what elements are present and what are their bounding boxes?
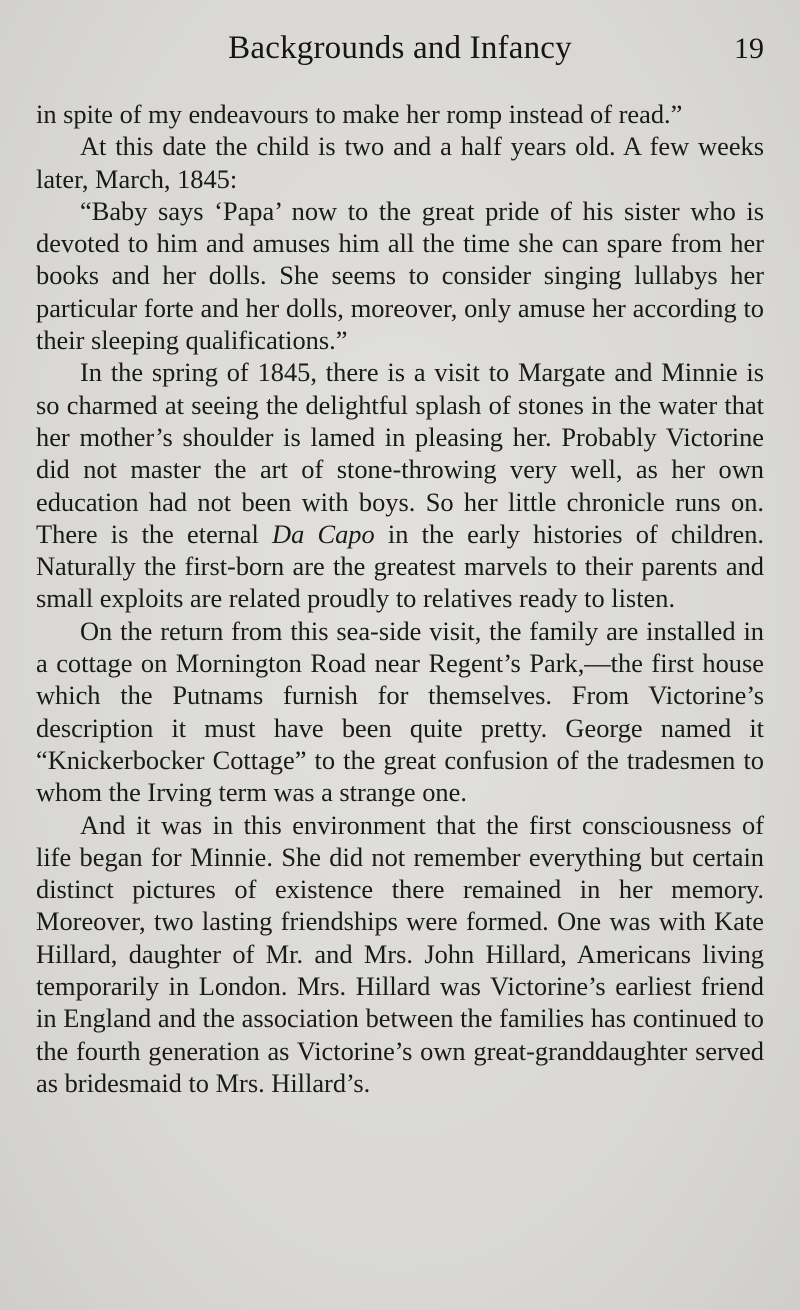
chapter-title: Backgrounds and Infancy (228, 30, 572, 66)
page-number: 19 (734, 32, 764, 65)
paragraph-margate-text-a: In the spring of 1845, there is a visit to Margate and Minnie is so charmed at seeing the delightful splash of stones in the water that her mother’s shoulder is lamed in pleasing her. Probably Victorine did not master the art of stone-throwing very well, as her own education had not been with boys. So her little chronicle runs on. There is the eternal (36, 357, 764, 549)
da-capo-italic: Da Capo (272, 518, 375, 549)
body-text (36, 98, 764, 1099)
paragraph-environment: And it was in this environment that the first consciousness of life began for Minnie. She did not remember everything but certain distinct pictures of existence there remained in her memory. Moreover, two lasting friendships were formed. One was with Kate Hillard, daughter of Mr. and Mrs. John Hillard, Americans living temporarily in London. Mrs. Hillard was Victorine’s earliest friend in England and the association between the families has continued to the fourth generation as Victorine’s own great-granddaughter served as bridesmaid to Mrs. Hillard’s. (36, 809, 764, 1098)
paragraph-cottage: On the return from this sea-side visit, the family are installed in a cottage on Mornington Road near Regent’s Park,—the first house which the Putnams furnish for themselves. From Victorine’s description it must have been quite pretty. George named it “Knickerbocker Cottage” to the great confusion of the tradesmen to whom the Irving term was a strange one. (36, 615, 764, 808)
running-head (36, 30, 764, 80)
paragraph-continued: in spite of my endeavours to make her romp instead of read.” (36, 99, 683, 129)
paragraph-margate-text-b: in the early histories of children. Naturally the first-born are the greatest marvels to their parents and small exploits are related proudly to relatives ready to listen. (36, 518, 764, 614)
paragraph-quote: “Baby says ‘Papa’ now to the great pride of his sister who is devoted to him and amuses him all the time she can spare from her books and her dolls. She seems to consider singing lullabys her particular forte and her dolls, moreover, only amuse her according to their sleeping qualifications.” (36, 195, 764, 356)
paragraph-margate (36, 356, 764, 614)
paragraph-date: At this date the child is two and a half years old. A few weeks later, March, 1845: (36, 131, 764, 194)
